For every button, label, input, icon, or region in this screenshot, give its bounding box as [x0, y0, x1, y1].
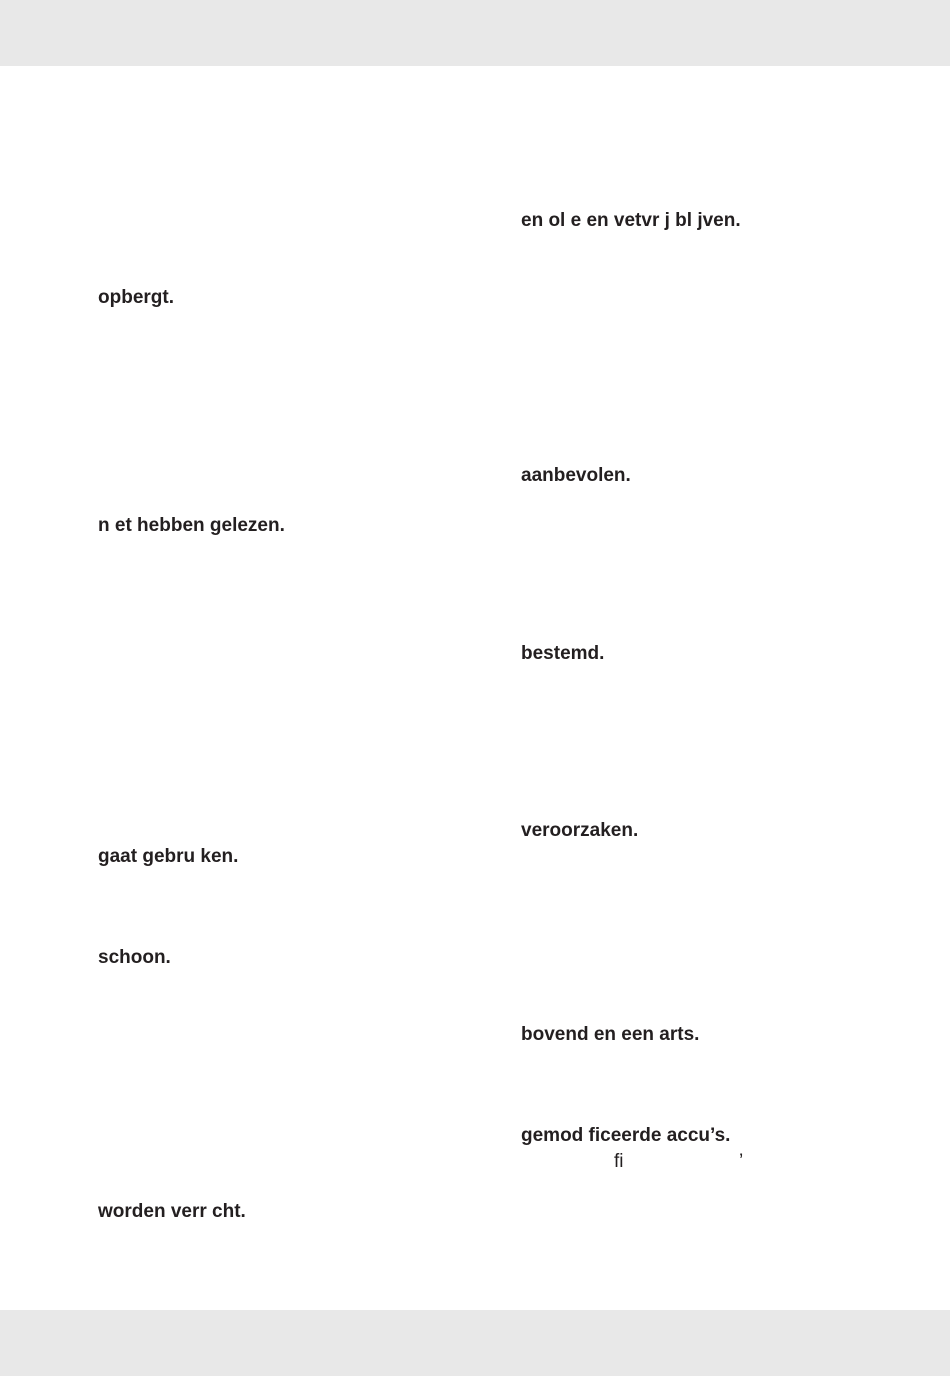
- text-fragment: veroorzaken.: [521, 820, 639, 841]
- text-fragment: bovend en een arts.: [521, 1024, 700, 1045]
- text-fragment: en ol e en vetvr j bl jven.: [521, 210, 741, 231]
- text-fragment: schoon.: [98, 947, 171, 968]
- text-fragment: gaat gebru ken.: [98, 846, 239, 867]
- text-fragment: fi: [614, 1151, 624, 1172]
- text-fragment: worden verr cht.: [98, 1201, 246, 1222]
- text-fragment: bestemd.: [521, 643, 605, 664]
- text-fragment: opbergt.: [98, 287, 174, 308]
- header-band: [0, 0, 950, 66]
- text-fragment: n et hebben gelezen.: [98, 515, 285, 536]
- footer-band: [0, 1310, 950, 1376]
- text-fragment: aanbevolen.: [521, 465, 631, 486]
- text-fragment: gemod ficeerde accu’s.: [521, 1125, 731, 1146]
- text-fragment: ’: [739, 1151, 744, 1172]
